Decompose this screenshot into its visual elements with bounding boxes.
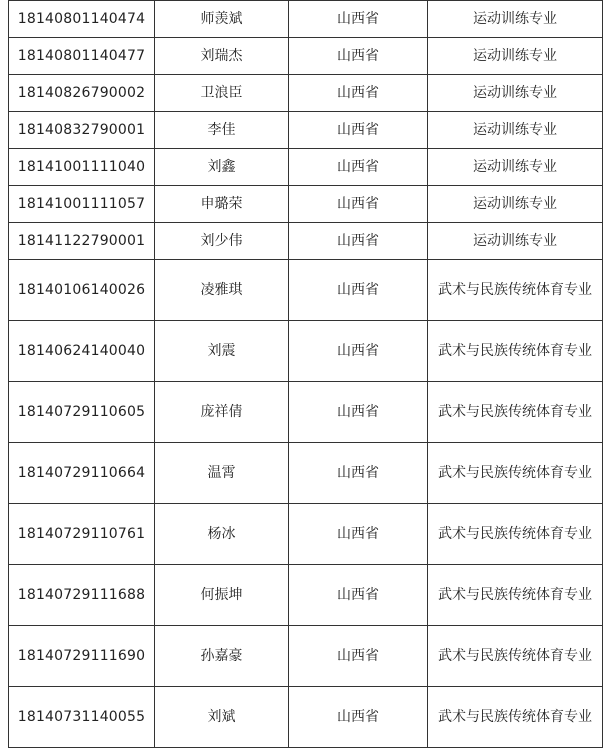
- major-cell: 运动训练专业: [428, 75, 603, 112]
- major-cell: 运动训练专业: [428, 186, 603, 223]
- major-cell: 武术与民族传统体育专业: [428, 626, 603, 687]
- name-cell: 刘震: [155, 321, 289, 382]
- id-cell: 18140729111688: [9, 565, 155, 626]
- name-cell: 申璐荣: [155, 186, 289, 223]
- id-cell: 18141001111040: [9, 149, 155, 186]
- name-cell: 何振坤: [155, 565, 289, 626]
- id-cell: 18140801140474: [9, 1, 155, 38]
- table-row: [9, 504, 603, 565]
- table-row: [9, 382, 603, 443]
- major-cell: 武术与民族传统体育专业: [428, 443, 603, 504]
- province-cell: 山西省: [289, 321, 428, 382]
- table-row: [9, 687, 603, 748]
- table-row: [9, 38, 603, 75]
- table-row: [9, 112, 603, 149]
- table-row: [9, 75, 603, 112]
- name-cell: 杨冰: [155, 504, 289, 565]
- province-cell: 山西省: [289, 565, 428, 626]
- table-row: [9, 565, 603, 626]
- major-cell: 运动训练专业: [428, 223, 603, 260]
- id-cell: 18140729110664: [9, 443, 155, 504]
- table-row: [9, 260, 603, 321]
- major-cell: 运动训练专业: [428, 1, 603, 38]
- province-cell: 山西省: [289, 223, 428, 260]
- name-cell: 刘少伟: [155, 223, 289, 260]
- province-cell: 山西省: [289, 149, 428, 186]
- name-cell: 李佳: [155, 112, 289, 149]
- major-cell: 运动训练专业: [428, 112, 603, 149]
- province-cell: 山西省: [289, 75, 428, 112]
- province-cell: 山西省: [289, 504, 428, 565]
- major-cell: 武术与民族传统体育专业: [428, 260, 603, 321]
- name-cell: 庞祥倩: [155, 382, 289, 443]
- id-cell: 18140624140040: [9, 321, 155, 382]
- table-row: [9, 321, 603, 382]
- major-cell: 武术与民族传统体育专业: [428, 504, 603, 565]
- id-cell: 18140731140055: [9, 687, 155, 748]
- table-body: [9, 1, 603, 748]
- province-cell: 山西省: [289, 186, 428, 223]
- name-cell: 刘鑫: [155, 149, 289, 186]
- name-cell: 孙嘉豪: [155, 626, 289, 687]
- major-cell: 武术与民族传统体育专业: [428, 321, 603, 382]
- table-row: [9, 223, 603, 260]
- province-cell: 山西省: [289, 38, 428, 75]
- id-cell: 18141001111057: [9, 186, 155, 223]
- name-cell: 温霄: [155, 443, 289, 504]
- province-cell: 山西省: [289, 626, 428, 687]
- id-cell: 18141122790001: [9, 223, 155, 260]
- major-cell: 武术与民族传统体育专业: [428, 687, 603, 748]
- id-cell: 18140729110761: [9, 504, 155, 565]
- id-cell: 18140832790001: [9, 112, 155, 149]
- id-cell: 18140729110605: [9, 382, 155, 443]
- table-row: [9, 1, 603, 38]
- major-cell: 运动训练专业: [428, 38, 603, 75]
- province-cell: 山西省: [289, 382, 428, 443]
- major-cell: 武术与民族传统体育专业: [428, 565, 603, 626]
- id-cell: 18140801140477: [9, 38, 155, 75]
- major-cell: 武术与民族传统体育专业: [428, 382, 603, 443]
- table-row: [9, 186, 603, 223]
- table-row: [9, 149, 603, 186]
- province-cell: 山西省: [289, 1, 428, 38]
- province-cell: 山西省: [289, 112, 428, 149]
- table-row: [9, 626, 603, 687]
- table-row: [9, 443, 603, 504]
- name-cell: 卫浪臣: [155, 75, 289, 112]
- province-cell: 山西省: [289, 443, 428, 504]
- name-cell: 师羡斌: [155, 1, 289, 38]
- province-cell: 山西省: [289, 260, 428, 321]
- id-cell: 18140106140026: [9, 260, 155, 321]
- id-cell: 18140826790002: [9, 75, 155, 112]
- name-cell: 刘瑞杰: [155, 38, 289, 75]
- major-cell: 运动训练专业: [428, 149, 603, 186]
- name-cell: 凌雅琪: [155, 260, 289, 321]
- province-cell: 山西省: [289, 687, 428, 748]
- id-cell: 18140729111690: [9, 626, 155, 687]
- name-cell: 刘斌: [155, 687, 289, 748]
- admission-table: [8, 0, 603, 748]
